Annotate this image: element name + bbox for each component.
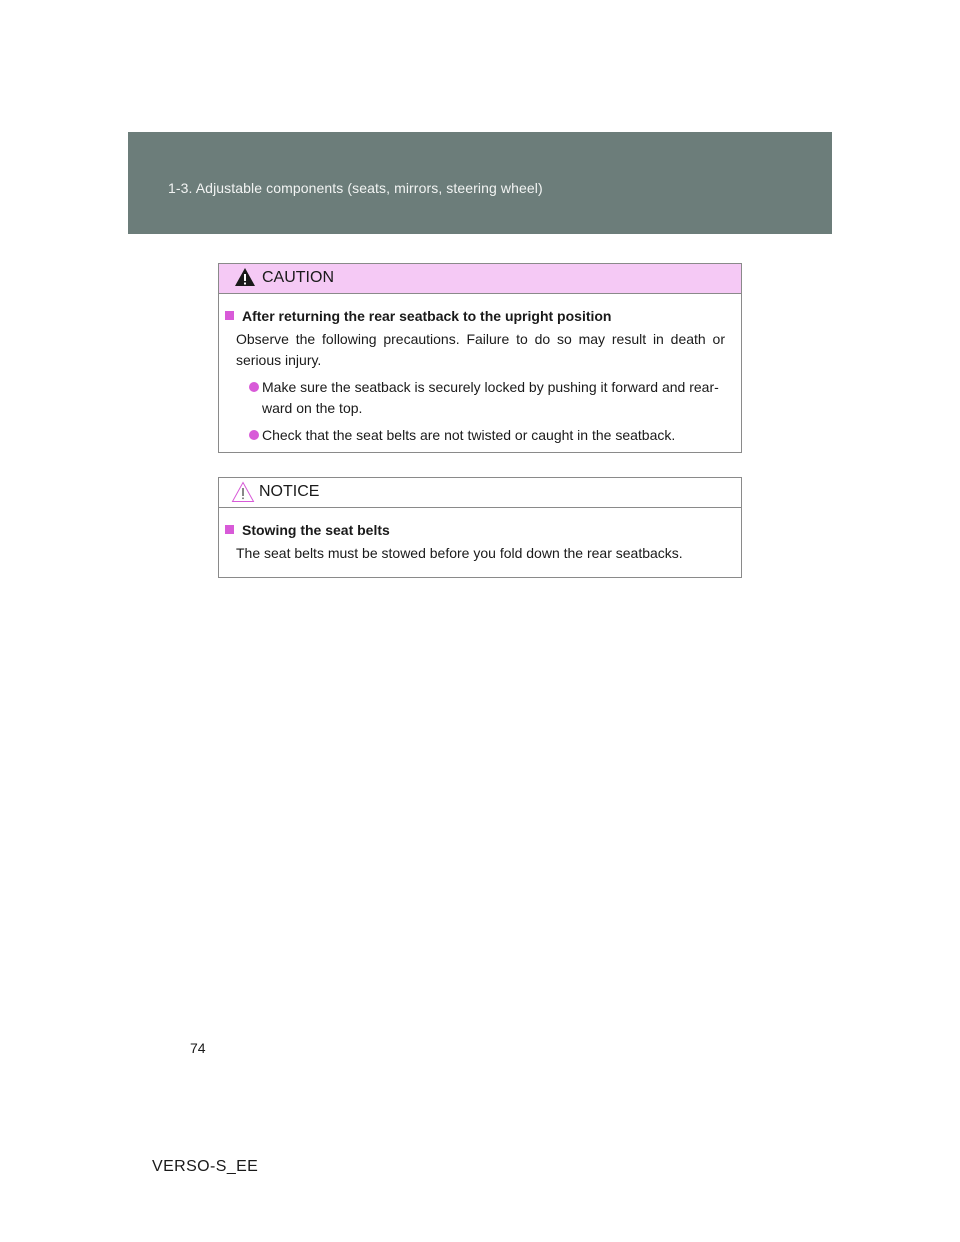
caution-body bbox=[219, 294, 741, 446]
caution-header bbox=[219, 264, 741, 294]
warning-triangle-outline-icon bbox=[231, 481, 255, 508]
notice-header bbox=[219, 478, 741, 508]
warning-triangle-filled-icon bbox=[234, 267, 256, 292]
list-item: Make sure the seatback is securely locked by pushing it forward and rear-ward on the top. bbox=[249, 377, 741, 419]
footer-code: VERSO-S_EE bbox=[152, 1158, 259, 1175]
caution-box bbox=[218, 263, 742, 453]
section-header-band bbox=[128, 132, 832, 234]
notice-body bbox=[219, 508, 741, 564]
notice-text: The seat belts must be stowed before you fold down the rear seatbacks. bbox=[236, 545, 683, 561]
caution-intro: Observe the following precautions. Failure to do so may result in death or serious injury. bbox=[236, 331, 725, 368]
list-item: Check that the seat belts are not twisted or caught in the seatback. bbox=[249, 425, 741, 446]
section-title: 1-3. Adjustable components (seats, mirrors, steering wheel) bbox=[168, 180, 543, 196]
notice-box bbox=[218, 477, 742, 578]
notice-heading: Stowing the seat belts bbox=[225, 520, 741, 541]
caution-title: CAUTION bbox=[262, 269, 334, 286]
page-number: 74 bbox=[190, 1040, 206, 1056]
notice-title: NOTICE bbox=[259, 483, 320, 500]
caution-heading: After returning the rear seatback to the upright position bbox=[225, 306, 741, 327]
